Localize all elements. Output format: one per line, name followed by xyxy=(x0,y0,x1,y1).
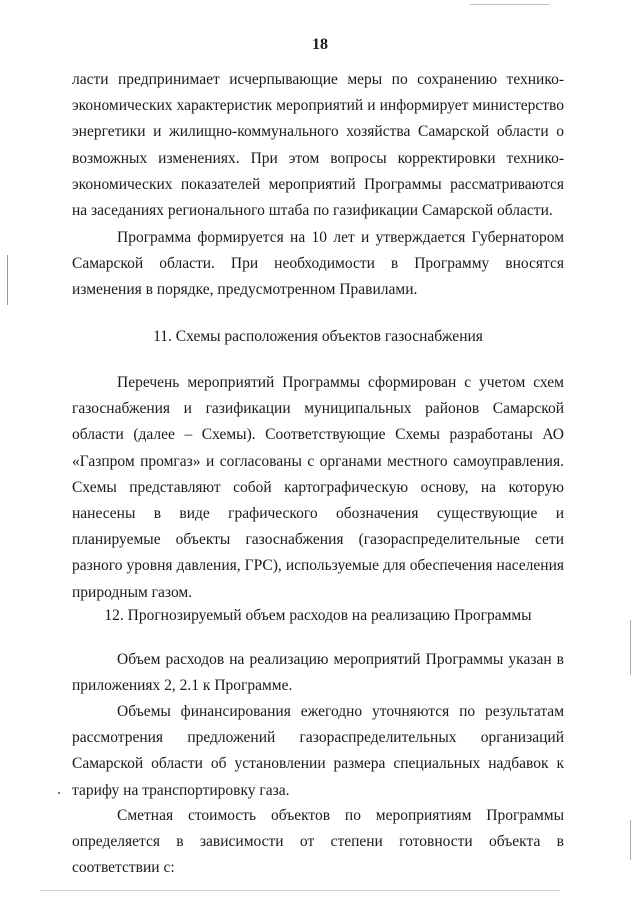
paragraph-gas-schemes: Перечень мероприятий Программы сформирован с учетом схем газоснабжения и газификации муниципальных районов Самарской области (далее – Схемы). Соответствующие Схемы разработаны АО «Газпром промгаз» и согласованы с органами местного самоуправления. Схемы представляют собой картографическую основу, на которую нанесены в виде графического обозначения существующие и планируемые объекты газоснабжения (газораспределительные сети разного уровня давления, ГРС), используемые для обеспечения населения природным газом. xyxy=(72,374,564,601)
page-number: 18 xyxy=(312,36,328,53)
paragraph-program-term: Программа формируется на 10 лет и утверждается Губернатором Самарской области. При необходимости в Программу вносятся изменения в порядке, предусмотренном Правилами. xyxy=(72,229,564,299)
paragraph-continuation: ласти предпринимает исчерпывающие меры по сохранению технико-экономических характеристик мероприятий и информирует министерство энергетики и жилищно-коммунального хозяйства Самарской области о возможных изменениях. При этом вопросы корректировки технико-экономических показателей мероприятий Программы рассматриваются на заседаниях регионального штаба по газификации Самарской области. xyxy=(72,71,564,220)
paragraph-expenses: Объем расходов на реализацию мероприятий Программы указан в приложениях 2, 2.1 к Программе. xyxy=(72,651,564,695)
scan-artifact-left xyxy=(7,255,8,305)
section-heading-11: 11. Схемы расположения объектов газоснабжения xyxy=(153,328,483,345)
scan-artifact-top xyxy=(470,4,550,5)
scan-artifact-dot xyxy=(58,792,60,794)
paragraph-financing: Объемы финансирования ежегодно уточняются по результатам рассмотрения предложений газораспределительных организаций Самарской области об установлении размера специальных надбавок к тарифу на транспортировку газа. xyxy=(72,703,564,799)
scan-artifact-right-lower xyxy=(630,820,631,860)
scan-artifact-bottom xyxy=(40,890,560,891)
section-heading-12: 12. Прогнозируемый объем расходов на реализацию Программы xyxy=(104,607,532,624)
scan-artifact-right xyxy=(630,620,631,675)
paragraph-estimated-cost: Сметная стоимость объектов по мероприятиям Программы определяется в зависимости от степени готовности объекта в соответствии с: xyxy=(72,807,564,877)
